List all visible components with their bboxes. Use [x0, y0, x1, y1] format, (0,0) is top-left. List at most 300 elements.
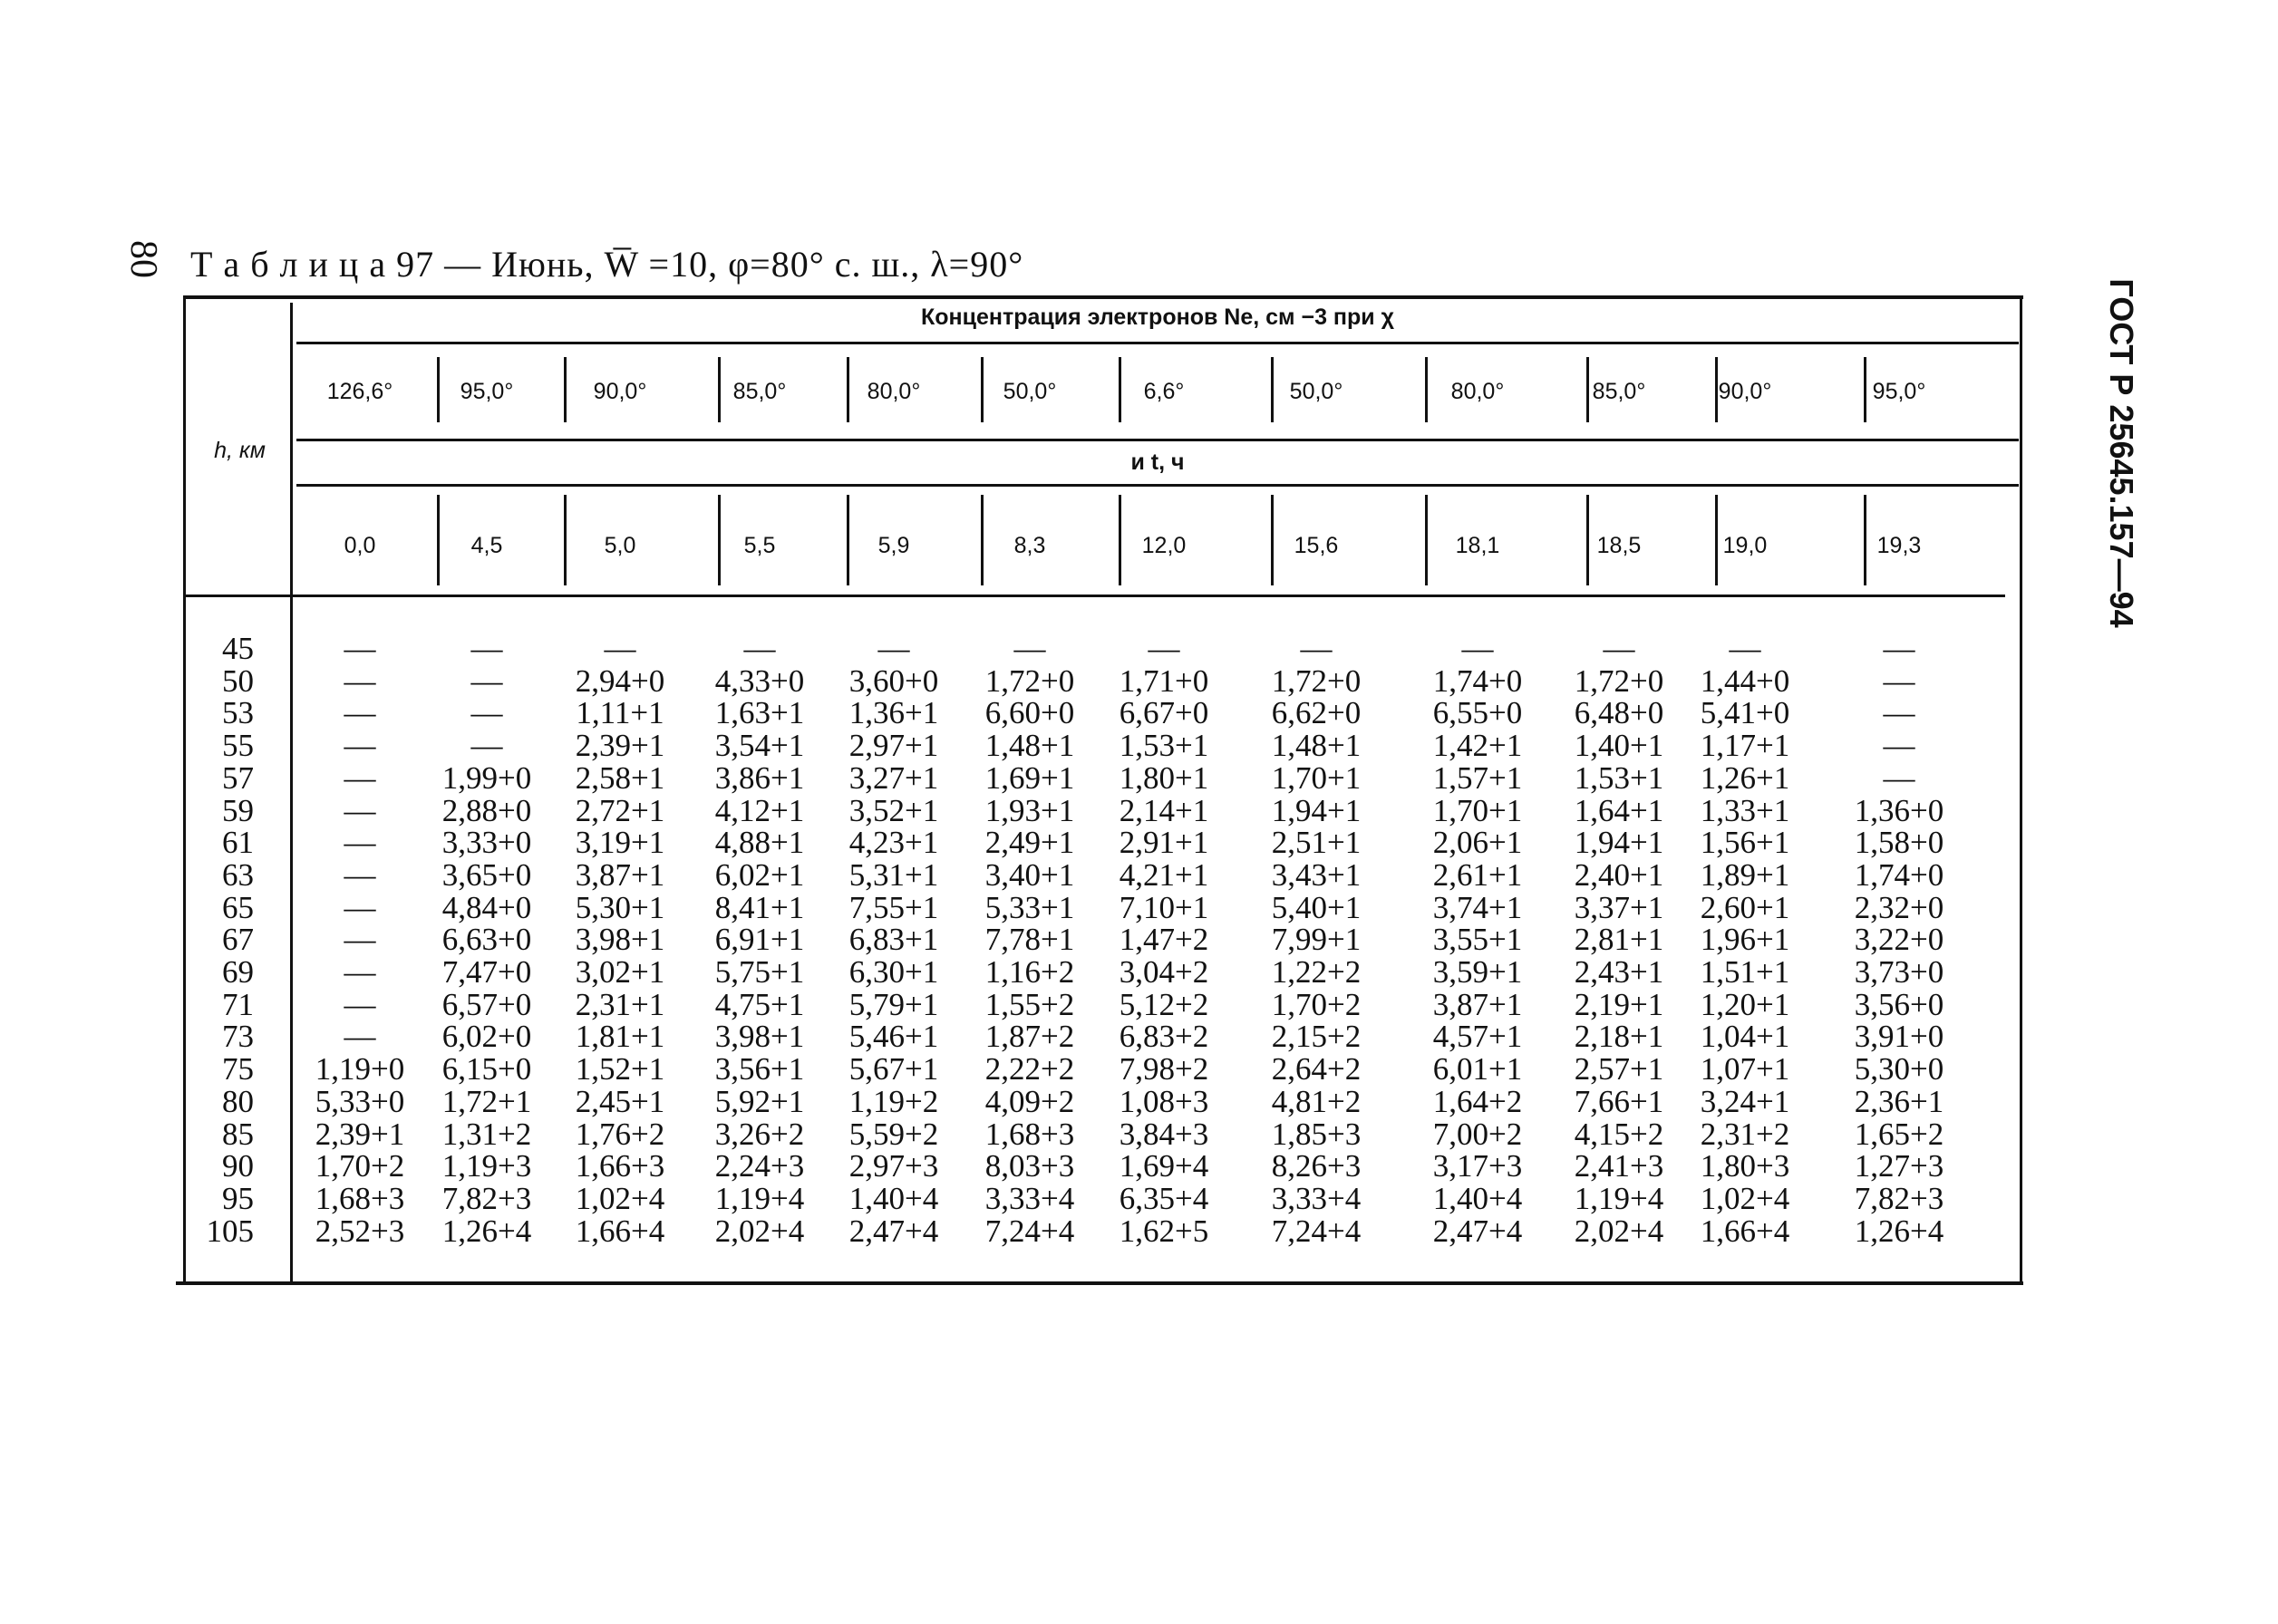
- concentration-cell: —: [470, 695, 503, 730]
- altitude-cell: 45: [222, 631, 254, 666]
- altitude-cell: 59: [222, 793, 254, 828]
- concentration-cell: 1,81+1: [575, 1019, 665, 1054]
- concentration-cell: 6,01+1: [1432, 1051, 1523, 1087]
- t-value: 19,3: [1876, 533, 1922, 558]
- concentration-cell: 7,47+0: [441, 954, 532, 990]
- concentration-cell: 7,00+2: [1432, 1116, 1523, 1152]
- concentration-cell: 1,72+0: [1574, 663, 1664, 699]
- concentration-cell: 6,83+2: [1119, 1019, 1209, 1054]
- t-value: 18,5: [1596, 533, 1642, 558]
- concentration-cell: 3,04+2: [1119, 954, 1209, 990]
- concentration-cell: 1,26+1: [1700, 760, 1790, 796]
- concentration-cell: 1,72+1: [441, 1084, 532, 1119]
- concentration-cell: 8,41+1: [714, 890, 805, 925]
- concentration-cell: 1,70+2: [315, 1148, 405, 1184]
- concentration-cell: 1,17+1: [1700, 728, 1790, 763]
- altitude-cell: 69: [222, 954, 254, 990]
- concentration-cell: 2,51+1: [1271, 825, 1362, 860]
- concentration-cell: 2,14+1: [1119, 793, 1209, 828]
- concentration-cell: 5,12+2: [1119, 987, 1209, 1022]
- concentration-cell: 1,07+1: [1700, 1051, 1790, 1087]
- electron-concentration-table: [183, 295, 2023, 1287]
- concentration-cell: 7,55+1: [848, 890, 939, 925]
- concentration-cell: 3,33+4: [984, 1181, 1075, 1216]
- t-value: 15,6: [1294, 533, 1339, 558]
- altitude-cell: 80: [222, 1084, 254, 1119]
- concentration-cell: 2,45+1: [575, 1084, 665, 1119]
- concentration-cell: 8,03+3: [984, 1148, 1075, 1184]
- concentration-cell: 5,46+1: [848, 1019, 939, 1054]
- concentration-cell: 1,40+4: [1432, 1181, 1523, 1216]
- concentration-cell: 4,23+1: [848, 825, 939, 860]
- concentration-cell: 3,98+1: [575, 922, 665, 957]
- concentration-cell: 6,67+0: [1119, 695, 1209, 730]
- concentration-cell: 1,16+2: [984, 954, 1075, 990]
- concentration-cell: 6,15+0: [441, 1051, 532, 1087]
- concentration-cell: —: [743, 631, 776, 666]
- concentration-cell: 2,60+1: [1700, 890, 1790, 925]
- concentration-cell: 3,24+1: [1700, 1084, 1790, 1119]
- chi-value: 6,6°: [1143, 379, 1185, 404]
- concentration-cell: 3,27+1: [848, 760, 939, 796]
- concentration-cell: 1,36+0: [1854, 793, 1944, 828]
- concentration-cell: 3,87+1: [1432, 987, 1523, 1022]
- concentration-cell: 6,60+0: [984, 695, 1075, 730]
- concentration-cell: 1,19+4: [714, 1181, 805, 1216]
- concentration-cell: 1,93+1: [984, 793, 1075, 828]
- concentration-cell: 7,10+1: [1119, 890, 1209, 925]
- concentration-cell: 7,24+4: [1271, 1213, 1362, 1249]
- concentration-cell: 7,24+4: [984, 1213, 1075, 1249]
- concentration-cell: —: [1729, 631, 1761, 666]
- concentration-cell: 2,18+1: [1574, 1019, 1664, 1054]
- concentration-cell: 1,62+5: [1119, 1213, 1209, 1249]
- table-row: [183, 631, 2023, 666]
- concentration-cell: 2,47+4: [848, 1213, 939, 1249]
- concentration-cell: 2,61+1: [1432, 857, 1523, 893]
- concentration-cell: 1,58+0: [1854, 825, 1944, 860]
- chi-value: 90,0°: [593, 379, 647, 404]
- concentration-cell: 1,27+3: [1854, 1148, 1944, 1184]
- concentration-cell: 4,75+1: [714, 987, 805, 1022]
- concentration-cell: 1,33+1: [1700, 793, 1790, 828]
- altitude-cell: 63: [222, 857, 254, 893]
- concentration-cell: —: [1883, 631, 1915, 666]
- concentration-cell: 2,39+1: [575, 728, 665, 763]
- concentration-cell: 1,19+2: [848, 1084, 939, 1119]
- concentration-cell: 5,67+1: [848, 1051, 939, 1087]
- concentration-cell: 1,42+1: [1432, 728, 1523, 763]
- table-row: [183, 1213, 2023, 1249]
- concentration-cell: 2,47+4: [1432, 1213, 1523, 1249]
- chi-value: 80,0°: [867, 379, 921, 404]
- altitude-cell: 71: [222, 987, 254, 1022]
- altitude-cell: 53: [222, 695, 254, 730]
- concentration-cell: 2,97+1: [848, 728, 939, 763]
- concentration-cell: 2,40+1: [1574, 857, 1664, 893]
- concentration-cell: 4,33+0: [714, 663, 805, 699]
- concentration-cell: 1,56+1: [1700, 825, 1790, 860]
- chi-header-rule: [296, 342, 2019, 344]
- concentration-cell: 1,70+1: [1271, 760, 1362, 796]
- concentration-cell: 3,56+0: [1854, 987, 1944, 1022]
- concentration-cell: 6,91+1: [714, 922, 805, 957]
- concentration-cell: 5,75+1: [714, 954, 805, 990]
- concentration-cell: 3,60+0: [848, 663, 939, 699]
- concentration-cell: 1,04+1: [1700, 1019, 1790, 1054]
- altitude-cell: 57: [222, 760, 254, 796]
- concentration-cell: 1,47+2: [1119, 922, 1209, 957]
- concentration-cell: 1,40+4: [848, 1181, 939, 1216]
- concentration-cell: 1,89+1: [1700, 857, 1790, 893]
- concentration-cell: —: [344, 793, 376, 828]
- concentration-cell: 3,86+1: [714, 760, 805, 796]
- concentration-cell: 1,02+4: [575, 1181, 665, 1216]
- concentration-cell: —: [470, 728, 503, 763]
- standard-code-text: ГОСТ Р 25645.157—94: [2103, 278, 2140, 628]
- concentration-cell: 3,22+0: [1854, 922, 1944, 957]
- chi-value: 95,0°: [1872, 379, 1926, 404]
- concentration-cell: 6,62+0: [1271, 695, 1362, 730]
- concentration-cell: —: [344, 922, 376, 957]
- concentration-cell: 2,31+2: [1700, 1116, 1790, 1152]
- concentration-cell: 1,74+0: [1854, 857, 1944, 893]
- concentration-cell: 4,57+1: [1432, 1019, 1523, 1054]
- table-row: [183, 825, 2023, 860]
- table-row: [183, 728, 2023, 763]
- concentration-cell: —: [1461, 631, 1494, 666]
- concentration-cell: —: [344, 695, 376, 730]
- table-top-rule: [183, 295, 2023, 299]
- concentration-cell: 6,83+1: [848, 922, 939, 957]
- concentration-cell: 6,35+4: [1119, 1181, 1209, 1216]
- t-header-rule: [296, 484, 2019, 487]
- chi-values-rule: [296, 439, 2019, 441]
- concentration-cell: 6,48+0: [1574, 695, 1664, 730]
- concentration-cell: 1,26+4: [1854, 1213, 1944, 1249]
- chi-value: 85,0°: [732, 379, 787, 404]
- concentration-cell: 3,56+1: [714, 1051, 805, 1087]
- concentration-cell: —: [344, 825, 376, 860]
- concentration-cell: 2,32+0: [1854, 890, 1944, 925]
- page-number: 80: [122, 240, 164, 278]
- concentration-cell: 3,91+0: [1854, 1019, 1944, 1054]
- concentration-cell: 4,09+2: [984, 1084, 1075, 1119]
- concentration-cell: 6,02+0: [441, 1019, 532, 1054]
- concentration-cell: 2,64+2: [1271, 1051, 1362, 1087]
- altitude-cell: 73: [222, 1019, 254, 1054]
- t-value: 4,5: [470, 533, 503, 558]
- concentration-cell: 3,59+1: [1432, 954, 1523, 990]
- altitude-cell: 85: [222, 1116, 254, 1152]
- concentration-cell: 4,84+0: [441, 890, 532, 925]
- concentration-cell: 3,37+1: [1574, 890, 1664, 925]
- table-row: [183, 954, 2023, 990]
- altitude-cell: 65: [222, 890, 254, 925]
- concentration-cell: 1,66+4: [1700, 1213, 1790, 1249]
- chi-value: 50,0°: [1289, 379, 1343, 404]
- concentration-cell: 1,19+0: [315, 1051, 405, 1087]
- concentration-cell: 1,52+1: [575, 1051, 665, 1087]
- concentration-cell: 1,48+1: [1271, 728, 1362, 763]
- altitude-cell: 90: [222, 1148, 254, 1184]
- concentration-cell: 6,02+1: [714, 857, 805, 893]
- t-value: 5,9: [877, 533, 910, 558]
- concentration-cell: 3,52+1: [848, 793, 939, 828]
- table-row: [183, 760, 2023, 796]
- concentration-cell: 6,55+0: [1432, 695, 1523, 730]
- concentration-cell: —: [1603, 631, 1635, 666]
- concentration-cell: 1,99+0: [441, 760, 532, 796]
- h-header: h, км: [214, 438, 266, 463]
- concentration-cell: —: [1883, 760, 1915, 796]
- concentration-cell: 2,81+1: [1574, 922, 1664, 957]
- concentration-cell: 1,36+1: [848, 695, 939, 730]
- table-row: [183, 922, 2023, 957]
- concentration-cell: 1,08+3: [1119, 1084, 1209, 1119]
- concentration-cell: 3,33+0: [441, 825, 532, 860]
- concentration-cell: 3,17+3: [1432, 1148, 1523, 1184]
- concentration-cell: 5,41+0: [1700, 695, 1790, 730]
- table-row: [183, 793, 2023, 826]
- concentration-cell: 5,92+1: [714, 1084, 805, 1119]
- concentration-cell: 1,68+3: [984, 1116, 1075, 1152]
- concentration-cell: 3,43+1: [1271, 857, 1362, 893]
- concentration-cell: 1,69+4: [1119, 1148, 1209, 1184]
- concentration-cell: 1,66+3: [575, 1148, 665, 1184]
- concentration-cell: 4,21+1: [1119, 857, 1209, 893]
- concentration-cell: —: [1883, 728, 1915, 763]
- concentration-cell: 1,63+1: [714, 695, 805, 730]
- concentration-cell: 3,26+2: [714, 1116, 805, 1152]
- chi-group-header: Концентрация электронов Ne, см −3 при χ: [920, 304, 1395, 330]
- altitude-cell: 75: [222, 1051, 254, 1087]
- concentration-cell: —: [604, 631, 636, 666]
- concentration-cell: 1,72+0: [984, 663, 1075, 699]
- concentration-cell: 2,02+4: [1574, 1213, 1664, 1249]
- concentration-cell: 1,48+1: [984, 728, 1075, 763]
- concentration-cell: 3,19+1: [575, 825, 665, 860]
- concentration-cell: 1,85+3: [1271, 1116, 1362, 1152]
- concentration-cell: 1,40+1: [1574, 728, 1664, 763]
- concentration-cell: 7,98+2: [1119, 1051, 1209, 1087]
- concentration-cell: 5,30+1: [575, 890, 665, 925]
- concentration-cell: 3,55+1: [1432, 922, 1523, 957]
- concentration-cell: —: [1883, 695, 1915, 730]
- concentration-cell: 2,39+1: [315, 1116, 405, 1152]
- table-row: [183, 890, 2023, 923]
- concentration-cell: 1,19+4: [1574, 1181, 1664, 1216]
- concentration-cell: 5,40+1: [1271, 890, 1362, 925]
- concentration-cell: 7,82+3: [1854, 1181, 1944, 1216]
- table-row: [183, 695, 2023, 728]
- concentration-cell: 1,64+1: [1574, 793, 1664, 828]
- concentration-cell: 1,02+4: [1700, 1181, 1790, 1216]
- concentration-cell: 2,57+1: [1574, 1051, 1664, 1087]
- table-row: [183, 1084, 2023, 1119]
- concentration-cell: 2,06+1: [1432, 825, 1523, 860]
- concentration-cell: 1,31+2: [441, 1116, 532, 1152]
- concentration-cell: 5,33+0: [315, 1084, 405, 1119]
- concentration-cell: 3,54+1: [714, 728, 805, 763]
- concentration-cell: —: [344, 663, 376, 699]
- concentration-cell: 7,66+1: [1574, 1084, 1664, 1119]
- concentration-cell: —: [1148, 631, 1180, 666]
- chi-value: 50,0°: [1003, 379, 1057, 404]
- altitude-cell: 67: [222, 922, 254, 957]
- table-row: [183, 1116, 2023, 1152]
- t-value: 5,5: [743, 533, 776, 558]
- concentration-cell: 1,87+2: [984, 1019, 1075, 1054]
- concentration-cell: 3,73+0: [1854, 954, 1944, 990]
- concentration-cell: 2,31+1: [575, 987, 665, 1022]
- table-row: [183, 987, 2023, 1020]
- concentration-cell: 1,96+1: [1700, 922, 1790, 957]
- table-bottom-rule: [176, 1281, 2023, 1285]
- concentration-cell: 1,76+2: [575, 1116, 665, 1152]
- concentration-cell: 1,80+3: [1700, 1148, 1790, 1184]
- concentration-cell: 8,26+3: [1271, 1148, 1362, 1184]
- concentration-cell: 2,22+2: [984, 1051, 1075, 1087]
- concentration-cell: 1,69+1: [984, 760, 1075, 796]
- chi-value: 95,0°: [460, 379, 514, 404]
- concentration-cell: 2,91+1: [1119, 825, 1209, 860]
- concentration-cell: 2,58+1: [575, 760, 665, 796]
- t-value: 12,0: [1141, 533, 1187, 558]
- concentration-cell: 4,81+2: [1271, 1084, 1362, 1119]
- concentration-cell: —: [344, 987, 376, 1022]
- altitude-cell: 105: [206, 1213, 254, 1249]
- concentration-cell: —: [344, 728, 376, 763]
- concentration-cell: 2,49+1: [984, 825, 1075, 860]
- concentration-cell: 2,94+0: [575, 663, 665, 699]
- concentration-cell: 1,57+1: [1432, 760, 1523, 796]
- concentration-cell: 3,87+1: [575, 857, 665, 893]
- concentration-cell: 1,71+0: [1119, 663, 1209, 699]
- concentration-cell: 3,40+1: [984, 857, 1075, 893]
- table-row: [183, 857, 2023, 893]
- concentration-cell: 2,72+1: [575, 793, 665, 828]
- concentration-cell: 1,74+0: [1432, 663, 1523, 699]
- concentration-cell: 2,88+0: [441, 793, 532, 828]
- concentration-cell: 3,98+1: [714, 1019, 805, 1054]
- table-row: [183, 1148, 2023, 1184]
- concentration-cell: 5,33+1: [984, 890, 1075, 925]
- header-bottom-rule: [183, 594, 2005, 597]
- concentration-cell: —: [1013, 631, 1046, 666]
- concentration-cell: 5,31+1: [848, 857, 939, 893]
- concentration-cell: —: [344, 631, 376, 666]
- concentration-cell: 1,44+0: [1700, 663, 1790, 699]
- table-row: [183, 1051, 2023, 1087]
- concentration-cell: 3,74+1: [1432, 890, 1523, 925]
- concentration-cell: 4,12+1: [714, 793, 805, 828]
- concentration-cell: —: [344, 954, 376, 990]
- concentration-cell: 6,30+1: [848, 954, 939, 990]
- concentration-cell: 2,15+2: [1271, 1019, 1362, 1054]
- t-group-header: и t, ч: [1130, 450, 1185, 475]
- concentration-cell: 1,66+4: [575, 1213, 665, 1249]
- concentration-cell: 1,72+0: [1271, 663, 1362, 699]
- concentration-cell: 2,36+1: [1854, 1084, 1944, 1119]
- concentration-cell: 1,22+2: [1271, 954, 1362, 990]
- concentration-cell: 3,84+3: [1119, 1116, 1209, 1152]
- t-value: 8,3: [1013, 533, 1046, 558]
- altitude-cell: 55: [222, 728, 254, 763]
- concentration-cell: 1,65+2: [1854, 1116, 1944, 1152]
- chi-value: 90,0°: [1718, 379, 1772, 404]
- concentration-cell: 4,88+1: [714, 825, 805, 860]
- table-caption: Т а б л и ц а 97 — Июнь, W̅ =10, φ=80° с. ш., λ=90°: [190, 244, 1024, 285]
- concentration-cell: 1,26+4: [441, 1213, 532, 1249]
- concentration-cell: 2,19+1: [1574, 987, 1664, 1022]
- concentration-cell: —: [1300, 631, 1333, 666]
- concentration-cell: 5,59+2: [848, 1116, 939, 1152]
- table-row: [183, 663, 2023, 699]
- concentration-cell: 1,53+1: [1119, 728, 1209, 763]
- altitude-cell: 95: [222, 1181, 254, 1216]
- table-row: [183, 1181, 2023, 1216]
- concentration-cell: —: [1883, 663, 1915, 699]
- concentration-cell: —: [470, 631, 503, 666]
- chi-value: 85,0°: [1592, 379, 1646, 404]
- concentration-cell: 1,94+1: [1574, 825, 1664, 860]
- concentration-cell: 1,80+1: [1119, 760, 1209, 796]
- concentration-cell: 1,53+1: [1574, 760, 1664, 796]
- concentration-cell: —: [344, 857, 376, 893]
- concentration-cell: —: [344, 760, 376, 796]
- concentration-cell: 7,99+1: [1271, 922, 1362, 957]
- concentration-cell: 5,30+0: [1854, 1051, 1944, 1087]
- concentration-cell: 2,02+4: [714, 1213, 805, 1249]
- concentration-cell: 2,52+3: [315, 1213, 405, 1249]
- concentration-cell: 2,24+3: [714, 1148, 805, 1184]
- chi-value: 80,0°: [1450, 379, 1505, 404]
- t-value: 0,0: [344, 533, 376, 558]
- concentration-cell: 1,64+2: [1432, 1084, 1523, 1119]
- t-value: 18,1: [1455, 533, 1500, 558]
- standard-code: [2085, 278, 2157, 628]
- table-row: [183, 1019, 2023, 1054]
- concentration-cell: —: [344, 890, 376, 925]
- concentration-cell: 1,11+1: [576, 695, 664, 730]
- t-value: 19,0: [1722, 533, 1768, 558]
- concentration-cell: 3,33+4: [1271, 1181, 1362, 1216]
- concentration-cell: 1,20+1: [1700, 987, 1790, 1022]
- altitude-cell: 61: [222, 825, 254, 860]
- concentration-cell: 5,79+1: [848, 987, 939, 1022]
- concentration-cell: 1,68+3: [315, 1181, 405, 1216]
- concentration-cell: 2,41+3: [1574, 1148, 1664, 1184]
- concentration-cell: 1,70+2: [1271, 987, 1362, 1022]
- concentration-cell: 2,43+1: [1574, 954, 1664, 990]
- concentration-cell: 7,78+1: [984, 922, 1075, 957]
- concentration-cell: 2,97+3: [848, 1148, 939, 1184]
- concentration-cell: —: [344, 1019, 376, 1054]
- concentration-cell: 1,51+1: [1700, 954, 1790, 990]
- concentration-cell: 1,19+3: [441, 1148, 532, 1184]
- altitude-cell: 50: [222, 663, 254, 699]
- concentration-cell: 3,65+0: [441, 857, 532, 893]
- concentration-cell: 4,15+2: [1574, 1116, 1664, 1152]
- concentration-cell: 1,70+1: [1432, 793, 1523, 828]
- chi-value: 126,6°: [326, 379, 393, 404]
- concentration-cell: 1,94+1: [1271, 793, 1362, 828]
- concentration-cell: 6,57+0: [441, 987, 532, 1022]
- concentration-cell: 3,02+1: [575, 954, 665, 990]
- concentration-cell: 7,82+3: [441, 1181, 532, 1216]
- concentration-cell: —: [470, 663, 503, 699]
